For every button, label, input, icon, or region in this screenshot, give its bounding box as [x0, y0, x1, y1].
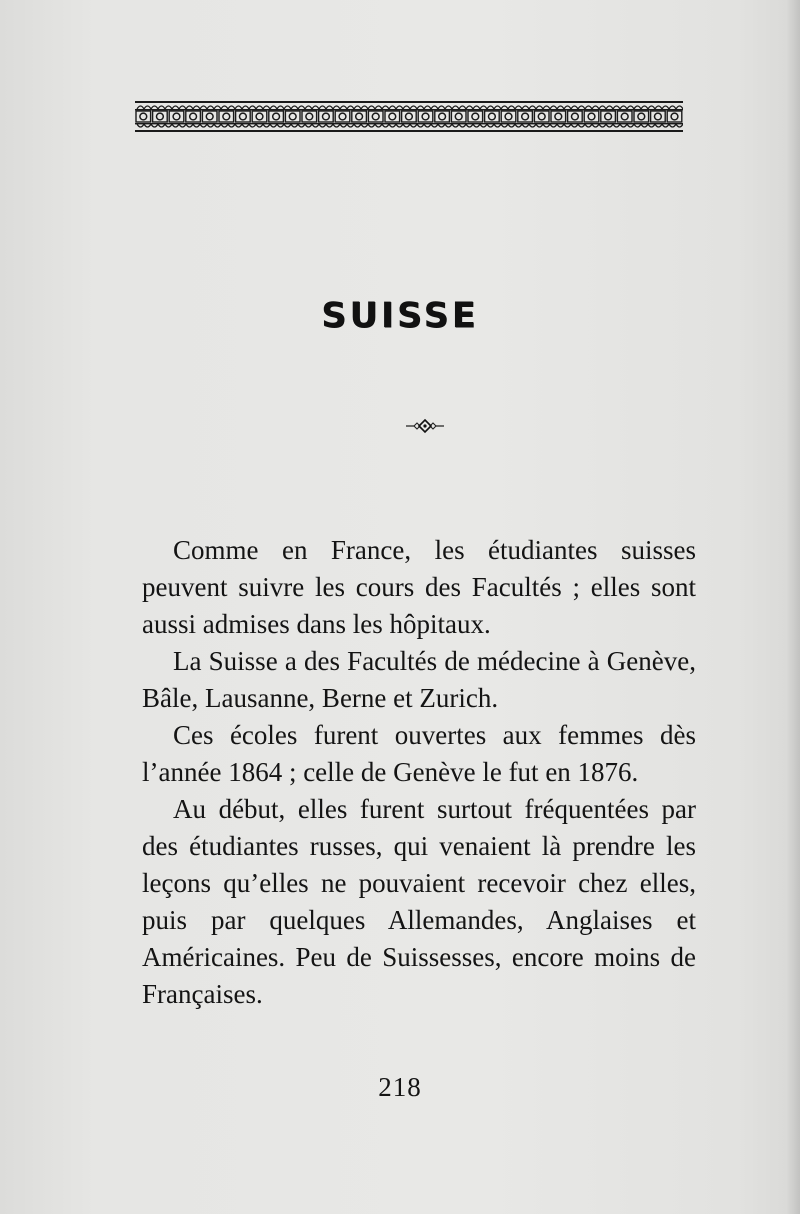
- paragraph: Ces écoles furent ouvertes aux femmes dès l’année 1864 ; celle de Genève le fut en 1876.: [142, 720, 696, 787]
- paragraph: Au début, elles furent surtout fréquentées par des étudiantes russes, qui venaient là prendre les leçons qu’elles ne pouvaient recevoir chez elles, puis par quelques Allemandes, Anglaises et Américaines. Peu de Suissesses, encore moins de Françaises.: [142, 794, 696, 1009]
- chapter-title: SUISSE: [321, 296, 479, 336]
- page-number: 218: [378, 1072, 422, 1102]
- paragraph: La Suisse a des Facultés de médecine à Genève, Bâle, Lausanne, Berne et Zurich.: [142, 646, 696, 713]
- paragraph: Comme en France, les étudiantes suisses peuvent suivre les cours des Facultés ; elles sont aussi admises dans les hôpitaux.: [142, 535, 696, 639]
- ornament-pattern: [135, 101, 683, 132]
- page-edge-shadow: [786, 0, 800, 1214]
- fleuron-ornament: [405, 418, 445, 434]
- body-text: [142, 532, 696, 1013]
- decorative-header-band: [135, 101, 683, 132]
